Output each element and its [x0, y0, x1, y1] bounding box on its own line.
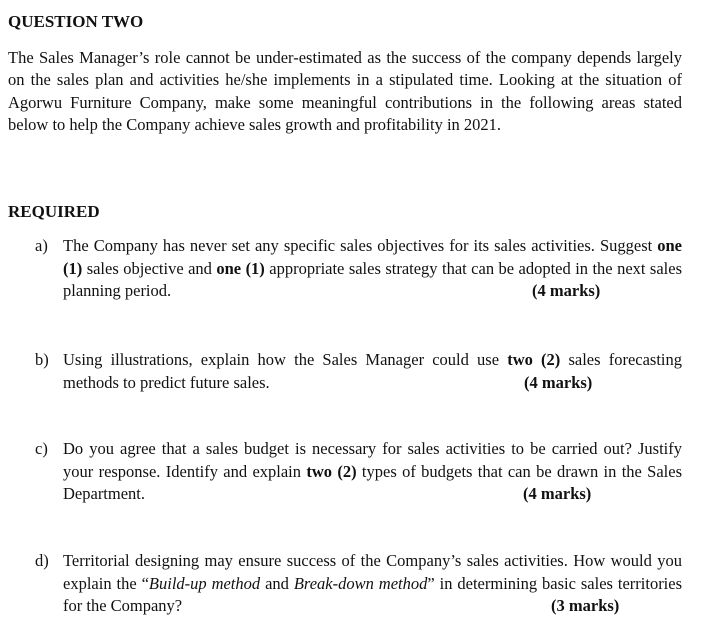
- item-marks: (4 marks): [524, 373, 593, 392]
- question-item-d: [35, 550, 682, 622]
- item-label: d): [35, 551, 49, 570]
- question-intro: The Sales Manager’s role cannot be under-estimated as the success of the company depends largely on the sales plan and activities he/she implements in a stipulated time. Looking at the situation of Agorwu Furniture Company, make some meaningful contributions in the following areas stated below to help the Company achieve sales growth and profitability in 2021.: [8, 48, 682, 134]
- item-label: a): [35, 236, 48, 255]
- item-text: Do you agree that a sales budget is necessary for sales activities to be carried out? Justify your response. Identify and explain two (2) types of budgets that can be drawn in the Sales Department.: [63, 439, 683, 504]
- item-text: The Company has never set any specific sales objectives for its sales activities. Suggest one (1) sales objective and one (1) appropriate sales strategy that can be adopted in the next sales planning period.: [63, 236, 682, 301]
- item-text: Using illustrations, explain how the Sales Manager could use two (2) sales forecasting methods to predict future sales.: [63, 350, 683, 392]
- item-marks: (4 marks): [523, 484, 592, 503]
- question-item-b: [35, 349, 682, 397]
- item-label: b): [35, 350, 49, 369]
- item-text: Territorial designing may ensure success of the Company’s sales activities. How would you explain the “Build-up method and Break-down method” in determining basic sales territories for the Company?: [63, 551, 683, 616]
- item-label: c): [35, 439, 48, 458]
- question-title: QUESTION TWO: [8, 12, 144, 31]
- item-marks: (3 marks): [551, 596, 620, 615]
- item-marks: (4 marks): [532, 281, 601, 300]
- question-item-a: [35, 235, 682, 307]
- question-item-c: [35, 438, 682, 510]
- required-heading: REQUIRED: [8, 202, 100, 221]
